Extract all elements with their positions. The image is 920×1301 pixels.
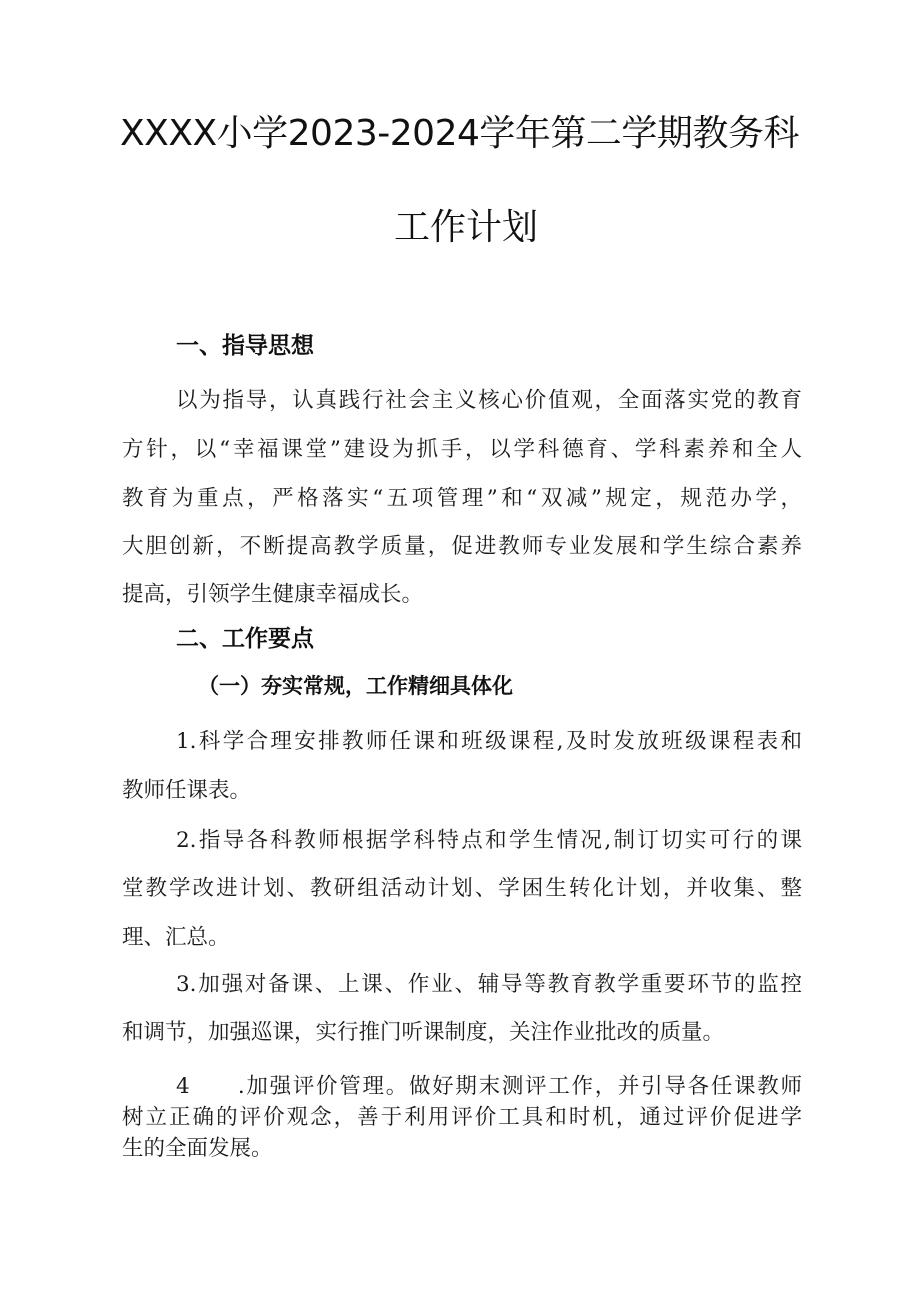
document-title-line-2: 工作计划	[394, 207, 539, 248]
item-2-line: 堂教学改进计划、教研组活动计划、学困生转化计划，并收集、整	[122, 876, 802, 901]
item-1-line: 1.科学合理安排教师任课和班级课程,及时发放班级课程表和	[176, 729, 802, 754]
item-4-line: 生的全面发展。	[122, 1136, 273, 1161]
document-title-line-1: XXXX小学2023-2024学年第二学期教务科	[120, 113, 799, 154]
item-2-line: 理、汇总。	[122, 925, 230, 950]
section-2-subheading: （一）夯实常规，工作精细具体化	[198, 673, 513, 698]
paragraph-line: 以为指导，认真践行社会主义核心价值观，全面落实党的教育	[176, 388, 802, 413]
paragraph-line: 提高，引领学生健康幸福成长。	[122, 582, 424, 607]
item-4-line: 4 .加强评价管理。做好期末测评工作，并引导各任课教师	[176, 1074, 802, 1099]
item-3-line: 3.加强对备课、上课、作业、辅导等教育教学重要环节的监控	[176, 972, 802, 997]
item-4-line: 树立正确的评价观念，善于利用评价工具和时机，通过评价促进学	[122, 1105, 802, 1130]
paragraph-line: 大胆创新，不断提高教学质量，促进教师专业发展和学生综合素养	[122, 534, 802, 559]
paragraph-line: 方针，以“幸福课堂”建设为抓手，以学科德育、学科素养和全人	[122, 437, 802, 462]
item-1-line: 教师任课表。	[122, 778, 252, 803]
item-3-line: 和调节，加强巡课，实行推门听课制度，关注作业批改的质量。	[122, 1020, 725, 1045]
section-2-heading: 二、工作要点	[176, 626, 314, 652]
section-1-heading: 一、指导思想	[176, 333, 314, 359]
item-2-line: 2.指导各科教师根据学科特点和学生情况,制订切实可行的课	[176, 828, 802, 853]
paragraph-line: 教育为重点，严格落实“五项管理”和“双减”规定，规范办学，	[122, 486, 802, 511]
